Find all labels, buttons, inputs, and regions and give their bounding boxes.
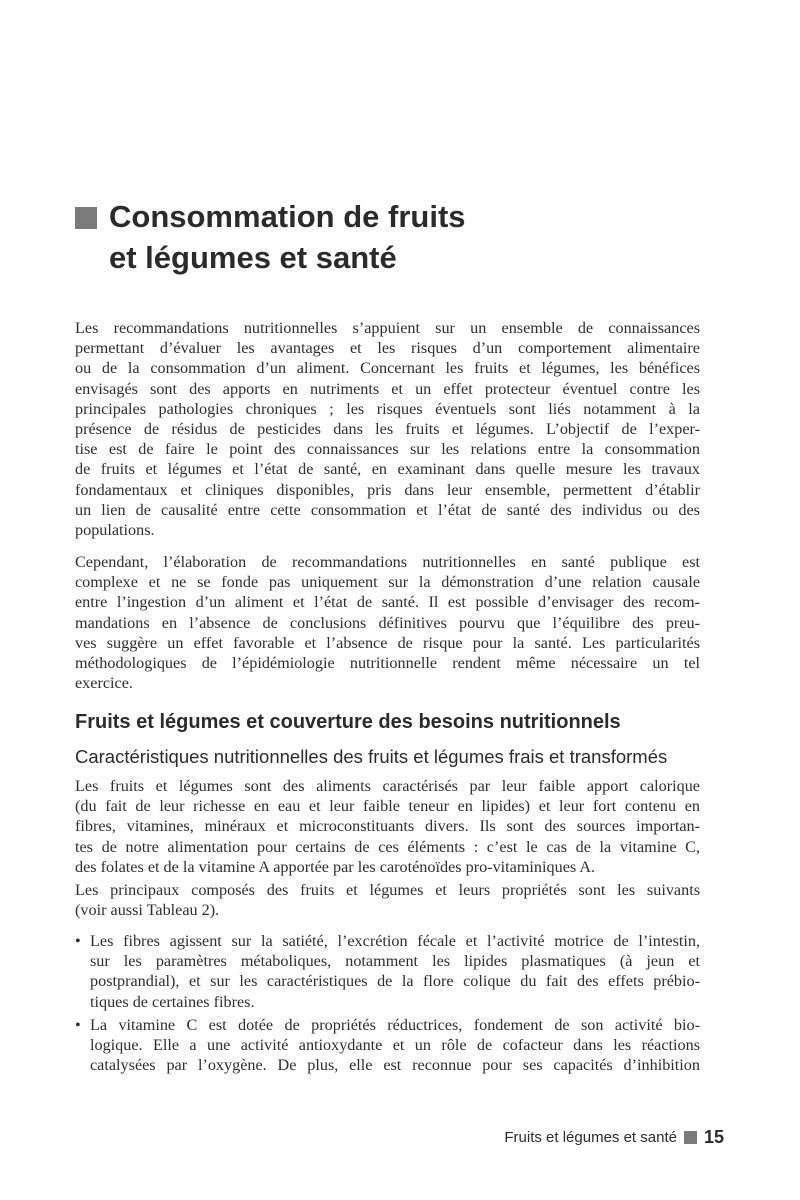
subsection-title: Caractéristiques nutritionnelles des fruits et légumes frais et transformés [75, 746, 668, 767]
text-line: méthodologiques de l’épidémiologie nutritionnelle rendent même nécessaire un tel [75, 654, 700, 673]
page-number: 15 [703, 1127, 724, 1147]
text-line: ves suggère un effet favorable et l’absence de risque pour la santé. Les particularités [75, 633, 700, 652]
text-line: Les fibres agissent sur la satiété, l’excrétion fécale et l’activité motrice de l’intestin, [90, 932, 700, 950]
bullet-marker: • [75, 932, 81, 950]
text-line: un lien de causalité entre cette consommation et l’état de santé des individus ou des [75, 500, 700, 519]
text-line: complexe et ne se fonde pas uniquement sur la démonstration d’une relation causale [75, 573, 700, 592]
intro-paragraph-1 [75, 318, 700, 540]
intro-paragraph-2 [75, 552, 700, 693]
section-paragraph-2 [75, 880, 700, 920]
text-line: tise est de faire le point des connaissances sur les relations entre la consommation [75, 440, 700, 459]
chapter-heading [75, 196, 725, 278]
text-line: présence de résidus de pesticides dans les fruits et légumes. L’objectif de l’exper- [75, 420, 700, 439]
text-line: de fruits et légumes et l’état de santé, en examinant dans quelle mesure les travaux [75, 460, 700, 479]
text-line: principales pathologies chroniques ; les risques éventuels sont liés notamment à la [75, 399, 700, 418]
section-title: Fruits et légumes et couverture des besoins nutritionnels [75, 711, 621, 733]
text-line: Cependant, l’élaboration de recommandations nutritionnelles en santé publique est [75, 553, 700, 571]
text-line: logique. Elle a une activité antioxydante et un rôle de cofacteur dans les réactions [90, 1036, 700, 1055]
text-line: Les recommandations nutritionnelles s’appuient sur un ensemble de connaissances [75, 319, 700, 337]
text-line: catalysées par l’oxygène. De plus, elle est reconnue pour ses capacités d’inhibition [90, 1056, 700, 1075]
text-line: ou de la consommation d’un aliment. Concernant les fruits et légumes, les bénéfices [75, 359, 700, 378]
footer-square-marker [684, 1131, 697, 1144]
text-line: (voir aussi Tableau 2). [75, 901, 220, 920]
list-item [75, 1015, 700, 1076]
text-line: des folates et de la vitamine A apportée par les caroténoïdes pro-vitaminiques A. [75, 857, 596, 876]
section-paragraph-1 [75, 776, 700, 877]
text-line: sur les paramètres métaboliques, notamment les lipides plasmatiques (à jeun et [90, 952, 700, 971]
bullet-marker: • [75, 1015, 81, 1034]
text-line: Les principaux composés des fruits et légumes et leurs propriétés sont les suivants [75, 881, 700, 899]
text-line: postprandial), et sur les caractéristiques de la flore colique du fait des effets prébio- [90, 972, 700, 991]
heading-square-marker [75, 207, 97, 229]
text-line: envisagés sont des apports en nutriments et un effet protecteur éventuel contre les [75, 379, 700, 398]
text-line: entre l’ingestion d’un aliment et l’état de santé. Il est possible d’envisager des recom- [75, 593, 700, 612]
list-item [75, 931, 700, 1012]
text-line: fondamentaux et cliniques disponibles, pris dans leur ensemble, permettent d’établir [75, 480, 700, 499]
text-line: exercice. [75, 674, 133, 693]
text-line: Les fruits et légumes sont des aliments caractérisés par leur faible apport calorique [75, 777, 700, 795]
page-footer [504, 1127, 724, 1148]
text-line: (du fait de leur richesse en eau et leur faible teneur en lipides) et leur fort contenu en [75, 797, 700, 816]
text-line: mandations en l’absence de conclusions définitives pourvu que l’équilibre des preu- [75, 613, 700, 632]
text-line: fibres, vitamines, minéraux et microconstituants divers. Ils sont des sources importan- [75, 817, 700, 836]
text-line: La vitamine C est dotée de propriétés réductrices, fondement de son activité bio- [90, 1015, 700, 1034]
text-line: populations. [75, 521, 155, 540]
text-line: permettant d’évaluer les avantages et les risques d’un comportement alimentaire [75, 339, 700, 358]
bullet-list [75, 931, 700, 1078]
chapter-title-line: et légumes et santé [109, 240, 397, 275]
text-line: tiques de certaines fibres. [90, 992, 255, 1011]
text-line: tes de notre alimentation pour certains de ces éléments : c’est le cas de la vitamine C, [75, 837, 700, 856]
running-title: Fruits et légumes et santé [504, 1129, 677, 1146]
chapter-title-line: Consommation de fruits [109, 199, 466, 234]
chapter-title [109, 196, 466, 278]
